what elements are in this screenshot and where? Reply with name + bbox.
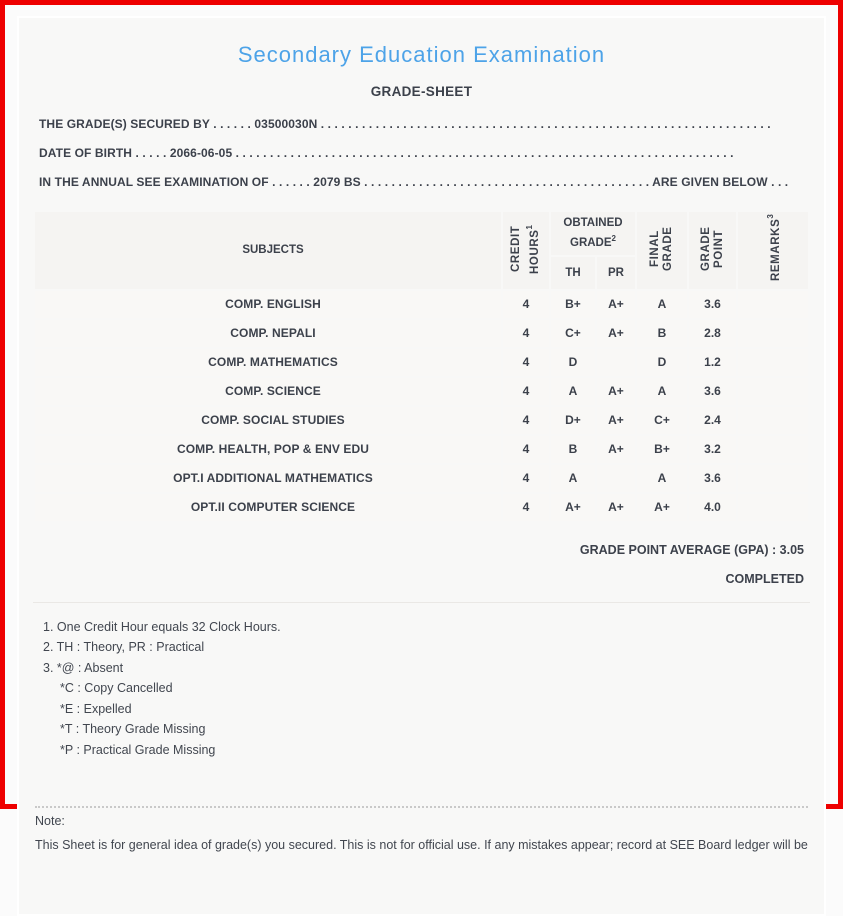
pr-grade-cell: A+ bbox=[597, 291, 635, 318]
col-header-pr: PR bbox=[597, 257, 635, 289]
table-row bbox=[35, 378, 808, 405]
remarks-cell bbox=[738, 378, 808, 405]
subject-cell: COMP. SOCIAL STUDIES bbox=[35, 407, 501, 434]
col-header-th: TH bbox=[551, 257, 595, 289]
final-grade-cell: A bbox=[637, 465, 687, 492]
footnote-practical-missing: *P : Practical Grade Missing bbox=[60, 742, 216, 757]
subject-cell: COMP. SCIENCE bbox=[35, 378, 501, 405]
th-grade-cell: A+ bbox=[551, 494, 595, 521]
final-grade-cell: A bbox=[637, 378, 687, 405]
credit-cell: 4 bbox=[503, 291, 549, 318]
table-row bbox=[35, 349, 808, 376]
table-row bbox=[35, 494, 808, 521]
table-header-row-1 bbox=[35, 212, 808, 255]
table-row bbox=[35, 407, 808, 434]
student-info bbox=[39, 109, 804, 196]
remarks-cell bbox=[738, 320, 808, 347]
credit-cell: 4 bbox=[503, 320, 549, 347]
footnote-theory-missing: *T : Theory Grade Missing bbox=[60, 722, 206, 737]
pr-grade-cell bbox=[597, 465, 635, 492]
grade-sheet-panel bbox=[17, 16, 826, 916]
remarks-cell bbox=[738, 436, 808, 463]
th-grade-cell: B bbox=[551, 436, 595, 463]
subject-cell: COMP. NEPALI bbox=[35, 320, 501, 347]
footnote-absent: 3. *@ : Absent bbox=[43, 660, 124, 675]
subject-cell: OPT.I ADDITIONAL MATHEMATICS bbox=[35, 465, 501, 492]
note-text: This Sheet is for general idea of grade(s) you secured. This is not for official use. If any mistakes appear; record at SEE Board ledger will be bbox=[35, 838, 808, 853]
final-grade-cell: C+ bbox=[637, 407, 687, 434]
remarks-cell bbox=[738, 349, 808, 376]
table-row bbox=[35, 320, 808, 347]
subject-cell: COMP. HEALTH, POP & ENV EDU bbox=[35, 436, 501, 463]
footnotes bbox=[43, 617, 800, 761]
grade-point-cell: 3.6 bbox=[689, 291, 736, 318]
footnote-copy-cancelled: *C : Copy Cancelled bbox=[60, 681, 173, 696]
pr-grade-cell: A+ bbox=[597, 378, 635, 405]
grade-point-cell: 4.0 bbox=[689, 494, 736, 521]
remarks-cell bbox=[738, 465, 808, 492]
remarks-cell bbox=[738, 494, 808, 521]
footnote-th-pr: 2. TH : Theory, PR : Practical bbox=[43, 640, 205, 655]
grade-point-cell: 2.4 bbox=[689, 407, 736, 434]
final-grade-cell: B bbox=[637, 320, 687, 347]
col-header-obtained-grade: OBTAINED GRADE$^2$ bbox=[551, 212, 635, 255]
col-header-credit-hours: CREDIT HOURS$^1$ bbox=[503, 212, 549, 289]
credit-cell: 4 bbox=[503, 494, 549, 521]
subject-cell: COMP. MATHEMATICS bbox=[35, 349, 501, 376]
exam-year-line: IN THE ANNUAL SEE EXAMINATION OF . . . . . . 2079 BS . . . . . . . . . . . . . . . . . . . . . . . . . . . . . . . . . . . . . . . . . . ARE GIVEN BELOW . . . bbox=[39, 174, 789, 189]
grade-point-cell: 1.2 bbox=[689, 349, 736, 376]
table-row bbox=[35, 465, 808, 492]
grade-point-cell: 3.2 bbox=[689, 436, 736, 463]
dotted-divider bbox=[35, 806, 808, 808]
credit-cell: 4 bbox=[503, 436, 549, 463]
col-header-remarks: REMARKS$^3$ bbox=[738, 212, 808, 289]
footnote-credit-hours: 1. One Credit Hour equals 32 Clock Hours. bbox=[43, 619, 281, 634]
pr-grade-cell: A+ bbox=[597, 407, 635, 434]
remarks-cell bbox=[738, 291, 808, 318]
credit-cell: 4 bbox=[503, 465, 549, 492]
remarks-cell bbox=[738, 407, 808, 434]
th-grade-cell: A bbox=[551, 465, 595, 492]
grade-point-cell: 3.6 bbox=[689, 465, 736, 492]
pr-grade-cell bbox=[597, 349, 635, 376]
grade-point-cell: 3.6 bbox=[689, 378, 736, 405]
th-grade-cell: D+ bbox=[551, 407, 595, 434]
th-grade-cell: A bbox=[551, 378, 595, 405]
final-grade-cell: A+ bbox=[637, 494, 687, 521]
th-grade-cell: C+ bbox=[551, 320, 595, 347]
grades-secured-by-line: THE GRADE(S) SECURED BY . . . . . . 03500030N . . . . . . . . . . . . . . . . . . . . . . . . . . . . . . . . . . . . . . . . . . . . . . . . . . . . . . . . . . . . . . . . . . bbox=[39, 116, 771, 131]
col-header-subjects: SUBJECTS bbox=[35, 212, 501, 289]
note-label: Note: bbox=[35, 814, 65, 829]
th-grade-cell: B+ bbox=[551, 291, 595, 318]
subject-cell: COMP. ENGLISH bbox=[35, 291, 501, 318]
th-grade-cell: D bbox=[551, 349, 595, 376]
credit-cell: 4 bbox=[503, 349, 549, 376]
grade-sheet-subtitle: GRADE-SHEET bbox=[370, 84, 473, 99]
credit-cell: 4 bbox=[503, 407, 549, 434]
col-header-grade-point: GRADE POINT bbox=[689, 212, 736, 289]
final-grade-cell: B+ bbox=[637, 436, 687, 463]
grade-point-cell: 2.8 bbox=[689, 320, 736, 347]
pr-grade-cell: A+ bbox=[597, 494, 635, 521]
summary-section bbox=[33, 523, 810, 603]
grades-table bbox=[33, 210, 810, 523]
final-grade-cell: A bbox=[637, 291, 687, 318]
page-title: Secondary Education Examination bbox=[237, 42, 606, 67]
pr-grade-cell: A+ bbox=[597, 436, 635, 463]
table-row bbox=[35, 436, 808, 463]
date-of-birth-line: DATE OF BIRTH . . . . . 2066-06-05 . . . . . . . . . . . . . . . . . . . . . . . . . . . . . . . . . . . . . . . . . . . . . . . . . . . . . . . . . . . . . . . . . . . . . . . . . bbox=[39, 145, 734, 160]
col-header-final-grade: FINAL GRADE bbox=[637, 212, 687, 289]
credit-cell: 4 bbox=[503, 378, 549, 405]
footnote-expelled: *E : Expelled bbox=[60, 701, 132, 716]
table-row bbox=[35, 291, 808, 318]
pr-grade-cell: A+ bbox=[597, 320, 635, 347]
subject-cell: OPT.II COMPUTER SCIENCE bbox=[35, 494, 501, 521]
final-grade-cell: D bbox=[637, 349, 687, 376]
gpa-value: GRADE POINT AVERAGE (GPA) : 3.05 bbox=[579, 542, 804, 557]
status-badge: COMPLETED bbox=[725, 571, 804, 586]
